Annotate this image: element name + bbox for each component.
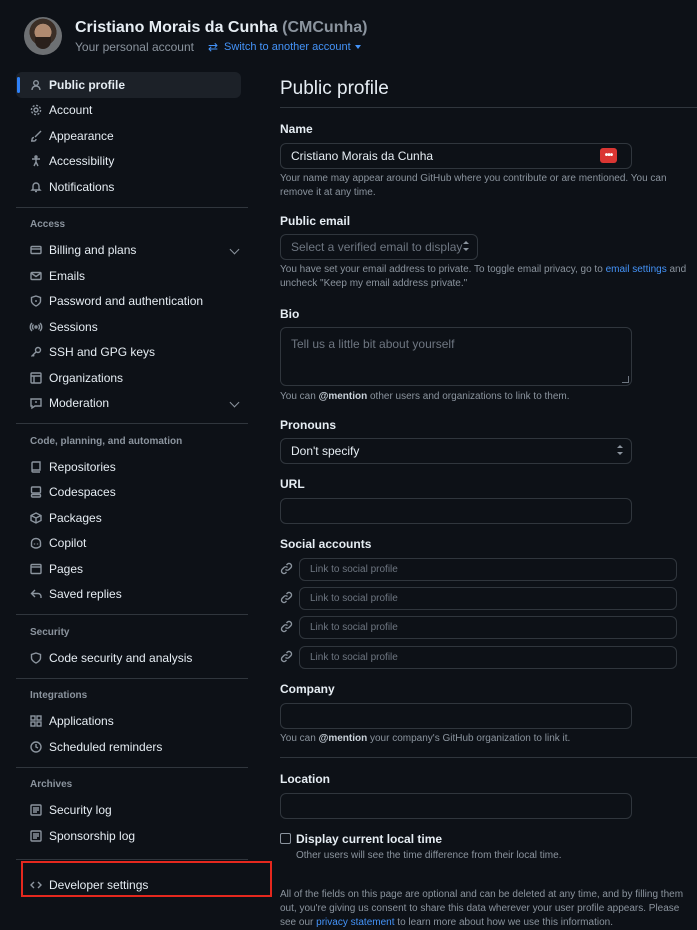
reply-icon [30, 588, 42, 600]
pronouns-select[interactable] [280, 438, 632, 464]
sidebar-divider [16, 207, 248, 208]
sidebar-item-moderation[interactable]: Moderation [16, 391, 248, 417]
link-icon [280, 562, 294, 576]
sidebar-item-repositories[interactable]: Repositories [16, 454, 248, 480]
sidebar-item-organizations[interactable]: Organizations [16, 365, 248, 391]
account-name [75, 19, 367, 37]
location-label: Location [280, 772, 330, 786]
arrow-switch-icon: ⇄ [207, 39, 219, 54]
select-arrows-icon [463, 241, 469, 251]
bell-icon [30, 181, 42, 193]
resize-handle[interactable] [622, 376, 629, 383]
clock-icon [30, 741, 42, 753]
chevron-down-icon [230, 397, 240, 407]
account-subtitle: Your personal account [75, 39, 194, 54]
avatar[interactable] [24, 17, 62, 55]
privacy-statement-link[interactable]: privacy statement [316, 917, 395, 928]
title-divider [280, 107, 697, 108]
repo-icon [30, 461, 42, 473]
sidebar-item-appearance[interactable]: Appearance [16, 123, 248, 149]
section-heading-integrations: Integrations [30, 690, 88, 701]
social-accounts-label: Social accounts [280, 537, 372, 551]
social-link-input[interactable]: Link to social profile [299, 558, 677, 581]
company-label: Company [280, 682, 335, 696]
sidebar-item-password[interactable]: Password and authentication [16, 289, 248, 315]
sidebar-divider [16, 423, 248, 424]
user-full-name: Cristiano Morais da Cunha [75, 18, 278, 36]
company-help-text: You can @mention your company's GitHub organization to link it. [280, 733, 571, 744]
browser-icon [30, 563, 42, 575]
sidebar-item-saved-replies[interactable]: Saved replies [16, 582, 248, 608]
sidebar-item-scheduled-reminders[interactable]: Scheduled reminders [16, 734, 248, 760]
account-header [24, 14, 367, 58]
sidebar-divider [16, 767, 248, 768]
section-divider [280, 757, 697, 758]
report-icon [30, 397, 42, 409]
log-icon [30, 830, 42, 842]
public-email-label: Public email [280, 214, 351, 228]
person-icon [30, 79, 42, 91]
local-time-label[interactable]: Display current local time [296, 832, 443, 846]
sidebar-item-billing[interactable]: Billing and plans [16, 238, 248, 264]
bio-label: Bio [280, 307, 300, 321]
sidebar-item-security-log[interactable]: Security log [16, 798, 248, 824]
table-icon [30, 372, 42, 384]
link-icon [280, 591, 294, 605]
gear-icon [30, 104, 42, 116]
mail-icon [30, 270, 42, 282]
url-input[interactable] [280, 498, 632, 524]
shield-lock-icon [30, 295, 42, 307]
email-help-text: You have set your email address to private. To toggle email privacy, go to email settings and uncheck "Keep my email address private." [280, 264, 687, 289]
sidebar-item-sponsorship-log[interactable]: Sponsorship log [16, 823, 248, 849]
accessibility-icon [30, 155, 42, 167]
bio-textarea[interactable] [280, 327, 632, 386]
email-settings-link[interactable]: email settings [605, 264, 667, 275]
switch-account-label: Switch to another account [224, 40, 351, 53]
link-icon [280, 650, 294, 664]
broadcast-icon [30, 321, 42, 333]
select-arrows-icon [617, 445, 623, 455]
public-email-select-value: Select a verified email to display [291, 240, 463, 254]
package-icon [30, 512, 42, 524]
social-link-input[interactable]: Link to social profile [299, 587, 677, 610]
public-email-select[interactable] [280, 234, 478, 260]
password-manager-icon[interactable]: ••• [600, 148, 617, 163]
shield-icon [30, 652, 42, 664]
sidebar-divider [16, 614, 248, 615]
sidebar-item-public-profile[interactable]: Public profile [16, 72, 241, 98]
caret-down-icon [355, 45, 361, 49]
sidebar-item-applications[interactable]: Applications [16, 709, 248, 735]
key-icon [30, 346, 42, 358]
sidebar-divider [16, 859, 248, 860]
sidebar-divider [16, 678, 248, 679]
copilot-icon [30, 537, 42, 549]
social-link-input[interactable]: Link to social profile [299, 616, 677, 639]
name-help-text: Your name may appear around GitHub where you contribute or are mentioned. You can remove it at any time. [280, 173, 667, 198]
url-label: URL [280, 477, 305, 491]
company-input[interactable] [280, 703, 632, 729]
chevron-down-icon [230, 244, 240, 254]
local-time-help-text: Other users will see the time difference from their local time. [296, 850, 562, 861]
highlight-box [21, 861, 272, 897]
page-title: Public profile [280, 78, 389, 99]
section-heading-archives: Archives [30, 779, 73, 790]
log-icon [30, 804, 42, 816]
social-link-input[interactable]: Link to social profile [299, 646, 677, 669]
section-heading-access: Access [30, 219, 66, 230]
section-heading-code: Code, planning, and automation [30, 435, 183, 447]
sidebar-item-codespaces[interactable]: Codespaces [16, 480, 248, 506]
pronouns-select-value: Don't specify [291, 444, 360, 458]
settings-sidebar [16, 72, 248, 898]
sidebar-item-packages[interactable]: Packages [16, 505, 248, 531]
sidebar-item-developer-settings[interactable]: Developer settings [16, 873, 248, 899]
name-input-value: Cristiano Morais da Cunha [291, 149, 434, 163]
link-icon [280, 620, 294, 634]
sidebar-item-copilot[interactable]: Copilot [16, 531, 248, 557]
name-label: Name [280, 122, 313, 136]
sidebar-item-emails[interactable]: Emails [16, 263, 248, 289]
sidebar-item-code-security[interactable]: Code security and analysis [16, 645, 248, 671]
user-handle: (CMCunha) [282, 18, 368, 36]
sidebar-item-pages[interactable]: Pages [16, 556, 248, 582]
codespaces-icon [30, 486, 42, 498]
sidebar-item-account[interactable]: Account [16, 98, 248, 124]
location-input[interactable] [280, 793, 632, 819]
public-profile-form [280, 72, 697, 928]
sidebar-item-sessions[interactable]: Sessions [16, 314, 248, 340]
sidebar-item-accessibility[interactable]: Accessibility [16, 149, 248, 175]
sidebar-item-ssh-gpg[interactable]: SSH and GPG keys [16, 340, 248, 366]
pronouns-label: Pronouns [280, 418, 336, 432]
paintbrush-icon [30, 130, 42, 142]
local-time-checkbox[interactable] [280, 833, 291, 844]
apps-icon [30, 715, 42, 727]
name-input[interactable] [280, 143, 632, 169]
section-heading-security: Security [30, 626, 70, 638]
bio-help-text: You can @mention other users and organizations to link to them. [280, 391, 570, 402]
switch-account-button[interactable] [208, 40, 361, 54]
privacy-notice: All of the fields on this page are optional and can be deleted at any time, and by filling them out, you're giving us consent to share this data wherever your user profile appears. Please see our privacy statement to learn more about how we use this information. [280, 889, 684, 928]
sidebar-item-notifications[interactable]: Notifications [16, 174, 248, 200]
credit-card-icon [30, 244, 42, 256]
bio-textarea-placeholder: Tell us a little bit about yourself [291, 337, 455, 351]
